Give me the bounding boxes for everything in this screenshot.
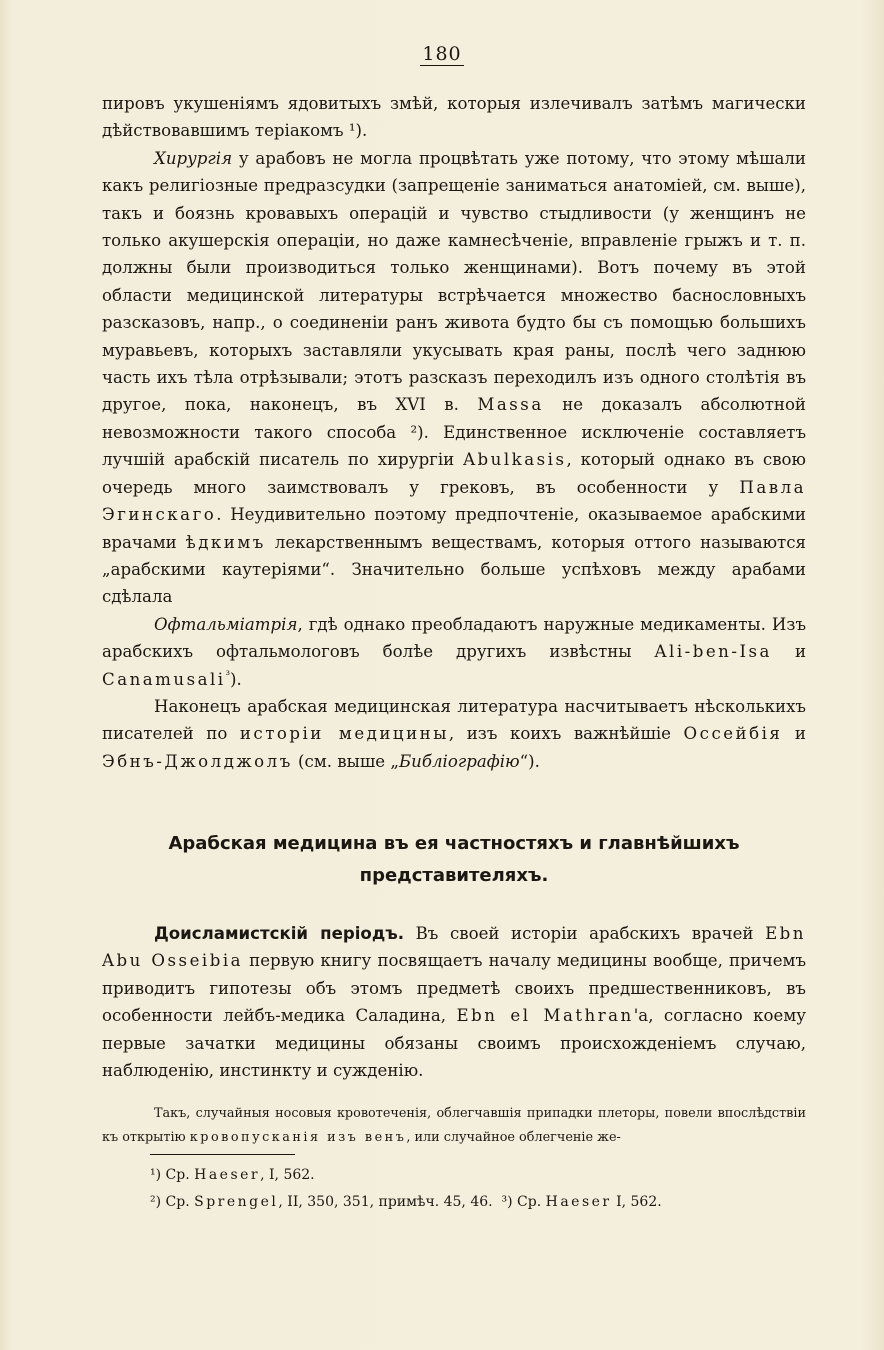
paragraph-ophthalmology: Офтальміатрія, гдѣ однако преобладаютъ наружные медикаменты. Изъ арабскихъ офтальмологовъ болѣе другихъ извѣстны Ali-ben-Isa и Canamusali$^{^3}$). xyxy=(102,614,807,689)
paragraph-preislamic: Доисламистскій періодъ. Въ своей исторіи арабскихъ врачей Ebn Abu Osseibia первую книгу посвящаетъ началу медицины вообще, причемъ приводитъ гипотезы объ этомъ предметѣ своихъ предшественниковъ, въ особенности лейбъ-медика Саладина, Ebn el Mathran'a, согласно коему первые зачатки медицины обязаны своимъ происхожденіемъ случаю, наблюденію, инстинкту и сужденію. xyxy=(102,924,806,1081)
paragraph-surgery: Хирургія у арабовъ не могла процвѣтать уже потому, что этому мѣшали какъ религіозные предразсудки (запрещеніе заниматься анатоміей, см. выше), такъ и боязнь кровавыхъ операцій и чувство стыдливости (у женщинъ не только акушерскія операціи, но даже камнесѣченіе, вправленіе грыжъ и т. п. должны были производиться только женщинами). Вотъ почему въ этой области медицинской литературы встрѣчается множество баснословныхъ разсказовъ, напр., о соединеніи ранъ живота будто бы съ помощью большихъ муравьевъ, которыхъ заставляли укусывать края раны, послѣ чего заднюю часть ихъ тѣла отрѣзывали; этотъ разсказъ переходилъ изъ одного столѣтія въ другое, пока, наконецъ, въ XVI в. Massa не доказалъ абсолютной невозможности такого способа ²). Единственное исключеніе составляетъ лучшій арабскій писатель по хирургіи Abulkasis, который однако въ свою очередь много заимствовалъ у грековъ, въ особенности у Павла Эгинскаго. Неудивительно поэтому предпочтеніе, оказываемое арабскими врачами ѣдкимъ лекарственнымъ веществамъ, которыя оттого называются „арабскими каутеріями“. Значительно больше успѣховъ между арабами сдѣлала xyxy=(102,148,806,607)
body-text xyxy=(102,90,806,775)
footnote-2-3: ²) Ср. Sprengel, II, 350, 351, примѣч. 45, 46. ³) Ср. Haeser I, 562. xyxy=(150,1194,662,1210)
paragraph-1: пировъ укушеніямъ ядовитыхъ змѣй, которыя излечивалъ затѣмъ магически дѣйствовавшимъ теріакомъ ¹). xyxy=(102,94,806,141)
footnotes xyxy=(150,1162,810,1216)
section-heading: Арабская медицина въ ея частностяхъ и главнѣйшихъ представителяхъ. xyxy=(168,833,740,886)
body-text-2 xyxy=(102,920,806,1084)
footnote-1: ¹) Ср. Haeser, I, 562. xyxy=(150,1167,315,1183)
small-print-paragraph: Такъ, случайныя носовыя кровотеченія, облегчавшія припадки плеторы, повели впослѣдствіи къ открытію кровопусканія изъ венъ, или случайное облегченіе же- xyxy=(102,1106,806,1145)
page-number: 180 xyxy=(422,43,462,65)
footnote-divider xyxy=(150,1154,295,1155)
paragraph-history: Наконецъ арабская медицинская литература насчитываетъ нѣсколькихъ писателей по исторіи медицины, изъ коихъ важнѣйшіе Оссейбія и Эбнъ-Джолджолъ (см. выше „Библіографію“). xyxy=(102,696,806,771)
